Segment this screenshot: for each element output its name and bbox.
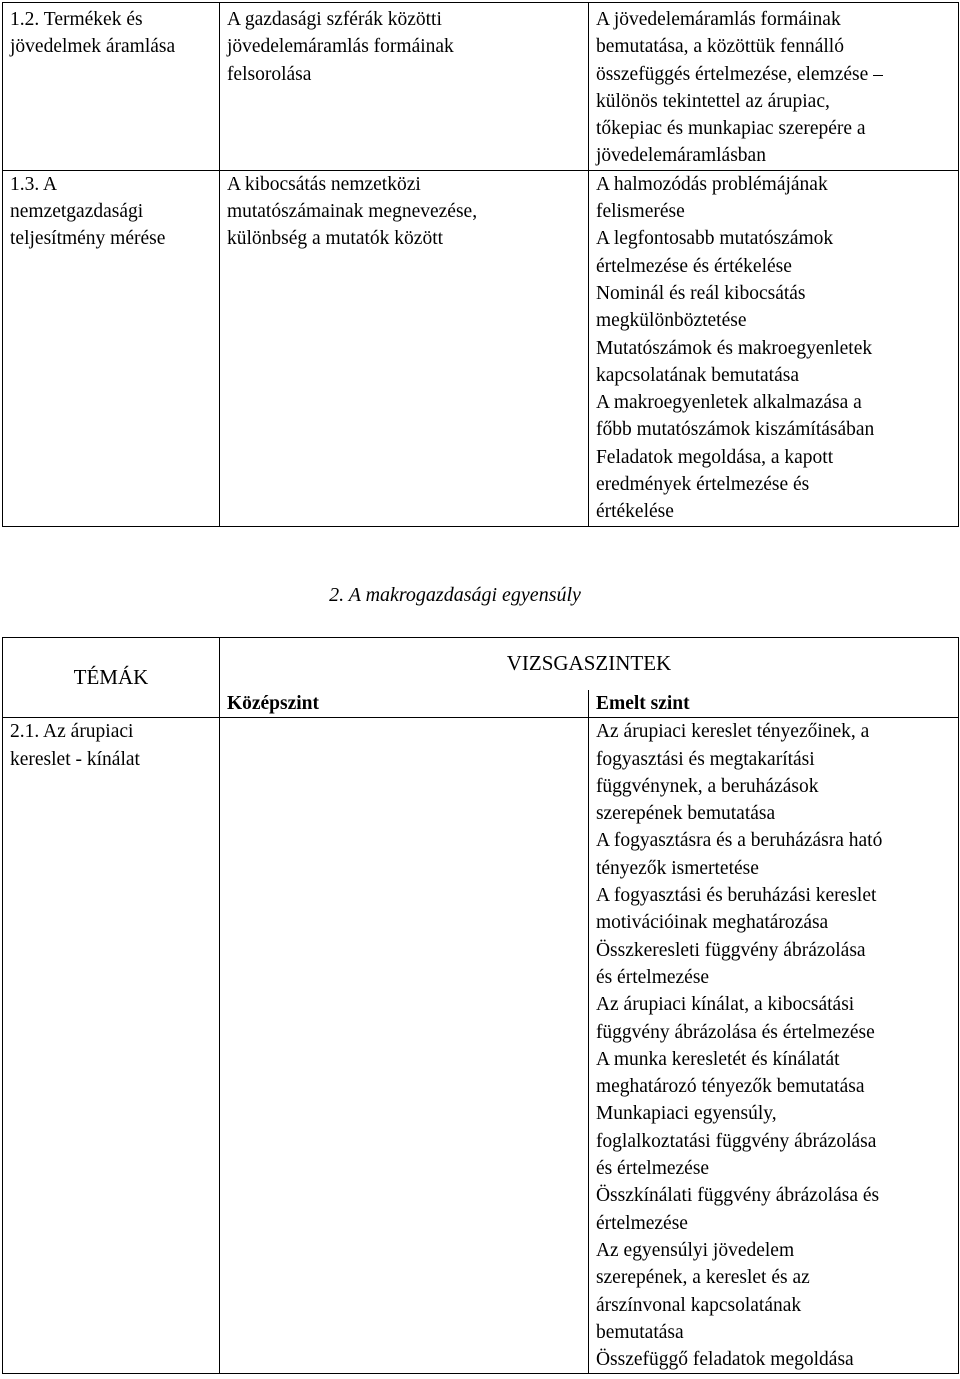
adv-line: függvény ábrázolása és értelmezése bbox=[595, 1021, 875, 1043]
topic-cell bbox=[3, 718, 220, 1374]
adv-line: foglalkoztatási függvény ábrázolása bbox=[595, 1130, 877, 1152]
mid-line: felsorolása bbox=[226, 63, 312, 85]
topic-line: 1.3. A bbox=[10, 173, 58, 195]
exam-levels-header-label: VIZSGASZINTEK bbox=[506, 651, 672, 675]
topic-cell bbox=[3, 170, 220, 526]
table-row bbox=[3, 3, 959, 171]
topic-line: kereslet - kínálat bbox=[10, 748, 140, 770]
adv-line: Összkínálati függvény ábrázolása és bbox=[595, 1185, 880, 1207]
mid-level-cell bbox=[219, 170, 588, 526]
adv-line: bemutatása, a közöttük fennálló bbox=[595, 36, 844, 58]
adv-line: Összkeresleti függvény ábrázolása bbox=[595, 939, 866, 961]
section-title: 2. A makrogazdasági egyensúly bbox=[329, 584, 581, 606]
mid-level-header bbox=[219, 690, 588, 718]
adv-line: Az árupiaci kínálat, a kibocsátási bbox=[595, 994, 855, 1016]
mid-line: mutatószámainak megnevezése, bbox=[226, 201, 478, 223]
adv-line: motivációinak meghatározása bbox=[595, 912, 829, 934]
adv-line: A fogyasztási és beruházási kereslet bbox=[595, 885, 877, 907]
adv-line: Munkapiaci egyensúly, bbox=[595, 1103, 777, 1125]
adv-line: és értelmezése bbox=[595, 1158, 710, 1180]
adv-level-header-label: Emelt szint bbox=[595, 693, 690, 714]
adv-line: bemutatása bbox=[595, 1321, 684, 1343]
adv-line: A munka keresletét és kínálatát bbox=[595, 1048, 840, 1070]
topics-header bbox=[3, 638, 220, 718]
competency-table-2 bbox=[2, 637, 959, 1374]
adv-line: különös tekintettel az árupiac, bbox=[595, 90, 830, 112]
topic-cell bbox=[3, 3, 220, 171]
mid-level-cell bbox=[219, 718, 588, 1374]
adv-level-cell bbox=[588, 3, 958, 171]
adv-line: Feladatok megoldása, a kapott bbox=[595, 446, 834, 468]
adv-line: Nominál és reál kibocsátás bbox=[595, 282, 806, 304]
adv-line: értékelése bbox=[595, 501, 674, 523]
adv-line: megkülönböztetése bbox=[595, 310, 747, 332]
adv-level-cell bbox=[588, 170, 958, 526]
adv-line: Összefüggő feladatok megoldása bbox=[595, 1349, 854, 1371]
adv-line: tőkepiac és munkapiac szerepére a bbox=[595, 118, 866, 140]
adv-line: Az árupiaci kereslet tényezőinek, a bbox=[595, 721, 870, 743]
topics-header-label: TÉMÁK bbox=[73, 665, 149, 689]
mid-line: A kibocsátás nemzetközi bbox=[226, 173, 421, 195]
adv-line: jövedelemáramlásban bbox=[595, 145, 766, 167]
adv-line: értelmezése bbox=[595, 1212, 688, 1234]
competency-table-1 bbox=[2, 2, 959, 527]
mid-level-cell bbox=[219, 3, 588, 171]
adv-level-header bbox=[588, 690, 958, 718]
adv-line: összefüggés értelmezése, elemzése – bbox=[595, 63, 883, 85]
adv-line: főbb mutatószámok kiszámításában bbox=[595, 419, 875, 441]
table-row bbox=[3, 170, 959, 526]
adv-line: kapcsolatának bemutatása bbox=[595, 364, 799, 386]
adv-line: függvénynek, a beruházások bbox=[595, 775, 819, 797]
adv-line: értelmezése és értékelése bbox=[595, 255, 792, 277]
topic-line: jövedelmek áramlása bbox=[10, 36, 176, 58]
adv-line: és értelmezése bbox=[595, 966, 710, 988]
adv-line: A legfontosabb mutatószámok bbox=[595, 228, 834, 250]
adv-line: eredmények értelmezése és bbox=[595, 474, 810, 496]
mid-line: különbség a mutatók között bbox=[226, 228, 444, 250]
adv-line: A makroegyenletek alkalmazása a bbox=[595, 392, 862, 414]
topic-line: 2.1. Az árupiaci bbox=[10, 721, 134, 743]
adv-line: szerepének bemutatása bbox=[595, 803, 776, 825]
adv-line: Mutatószámok és makroegyenletek bbox=[595, 337, 873, 359]
topic-line: 1.2. Termékek és bbox=[10, 9, 143, 30]
adv-line: A fogyasztásra és a beruházásra ható bbox=[595, 830, 883, 852]
adv-line: A jövedelemáramlás formáinak bbox=[595, 9, 841, 30]
table-row bbox=[3, 718, 959, 1374]
mid-line: jövedelemáramlás formáinak bbox=[226, 36, 454, 58]
topic-line: teljesítmény mérése bbox=[10, 228, 166, 250]
adv-line: A halmozódás problémájának bbox=[595, 173, 828, 195]
adv-level-cell bbox=[588, 718, 958, 1374]
mid-line: A gazdasági szférák közötti bbox=[226, 9, 442, 30]
header-row bbox=[3, 638, 959, 691]
adv-line: árszínvonal kapcsolatának bbox=[595, 1294, 802, 1316]
adv-line: fogyasztási és megtakarítási bbox=[595, 748, 815, 770]
adv-line: tényezők ismertetése bbox=[595, 857, 759, 879]
topic-line: nemzetgazdasági bbox=[10, 201, 144, 223]
mid-level-header-label: Középszint bbox=[226, 693, 320, 714]
exam-levels-header bbox=[219, 638, 958, 691]
adv-line: szerepének, a kereslet és az bbox=[595, 1267, 810, 1289]
adv-line: Az egyensúlyi jövedelem bbox=[595, 1239, 795, 1261]
adv-line: meghatározó tényezők bemutatása bbox=[595, 1076, 865, 1098]
adv-line: felismerése bbox=[595, 201, 685, 223]
